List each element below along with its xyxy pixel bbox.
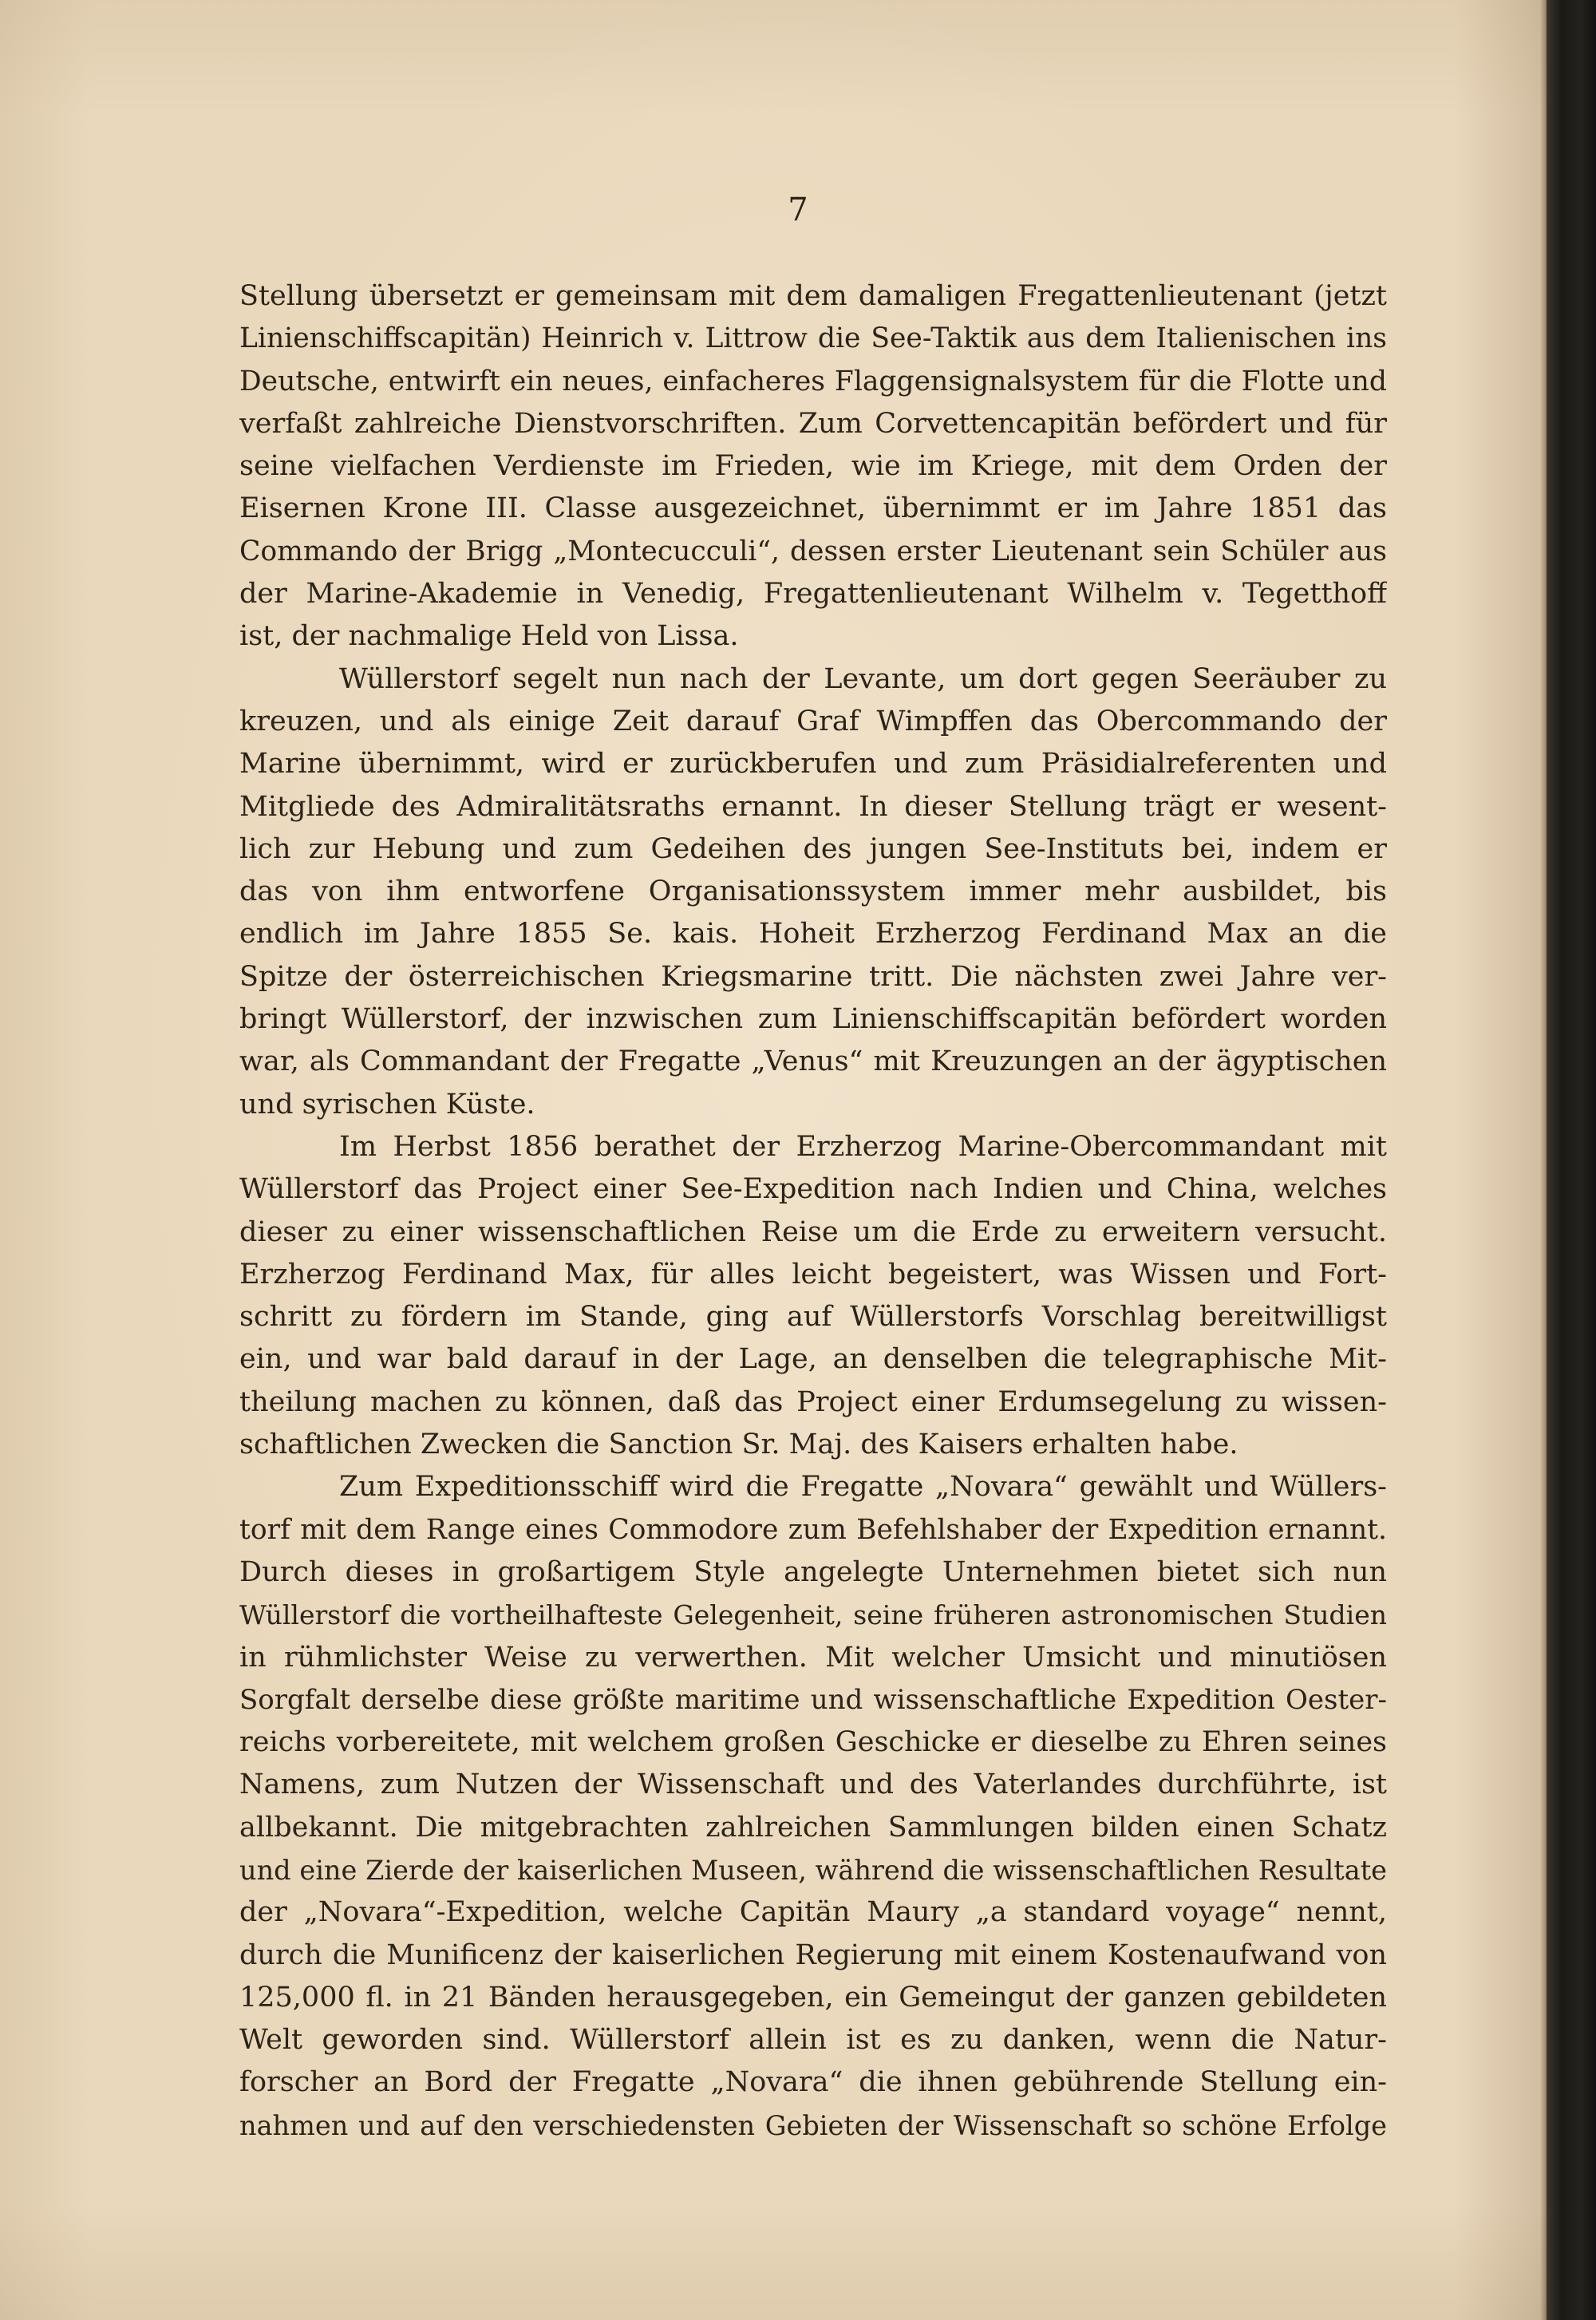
text-line: Linienschiffscapitän) Heinrich v. Littrow die See-Taktik aus dem Italienischen ins (239, 322, 1387, 355)
text-line: Welt geworden sind. Wüllerstorf allein ist es zu danken, wenn die Natur- (239, 2024, 1387, 2057)
text-line: nahmen und auf den verschiedensten Gebieten der Wissenschaft so schöne Erfolge (239, 2109, 1387, 2141)
text-line: Wüllerstorf das Project einer See-Expedition nach Indien und China, welches (239, 1173, 1387, 1206)
text-line: Spitze der österreichischen Kriegsmarine tritt. Die nächsten zwei Jahre ver- (239, 960, 1387, 993)
text-line: war, als Commandant der Fregatte „Venus“ mit Kreuzungen an der ägyptischen (239, 1045, 1387, 1078)
text-line: Zum Expeditionsschiff wird die Fregatte „Novara“ gewählt und Wüllers- (339, 1471, 1387, 1504)
text-line: 125,000 fl. in 21 Bänden herausgegeben, ein Gemeingut der ganzen gebildeten (239, 1981, 1387, 2014)
text-line: endlich im Jahre 1855 Se. kais. Hoheit Erzherzog Ferdinand Max an die (239, 918, 1387, 951)
text-line: Im Herbst 1856 berathet der Erzherzog Marine-Obercommandant mit (339, 1130, 1387, 1163)
book-binding (1547, 0, 1596, 2320)
text-line: lich zur Hebung und zum Gedeihen des jungen See-Instituts bei, indem er (239, 832, 1387, 865)
text-line: Stellung übersetzt er gemeinsam mit dem damaligen Fregattenlieutenant (jetzt (239, 280, 1387, 312)
text-line: Durch dieses in großartigem Style angelegte Unternehmen bietet sich nun (239, 1555, 1387, 1588)
text-line: schritt zu fördern im Stande, ging auf Wüllerstorfs Vorschlag bereitwilligst (239, 1301, 1387, 1334)
text-line: kreuzen, und als einige Zeit darauf Graf Wimpffen das Obercommando der (239, 705, 1387, 737)
text-line: forscher an Bord der Fregatte „Novara“ die ihnen gebührende Stellung ein- (239, 2066, 1387, 2099)
text-line: Wüllerstorf segelt nun nach der Levante, um dort gegen Seeräuber zu (339, 662, 1387, 695)
text-line: und eine Zierde der kaiserlichen Museen, während die wissenschaftlichen Resultate (239, 1854, 1387, 1886)
text-line: Deutsche, entwirft ein neues, einfacheres Flaggensignalsystem für die Flotte und (239, 365, 1387, 397)
text-line: der „Novara“-Expedition, welche Capitän Maury „a standard voyage“ nennt, (239, 1896, 1387, 1929)
text-line: torf mit dem Range eines Commodore zum Befehlshaber der Expedition ernannt. (239, 1513, 1387, 1546)
text-line: reichs vorbereitete, mit welchem großen Geschicke er dieselbe zu Ehren seines (239, 1726, 1387, 1759)
text-line: seine vielfachen Verdienste im Frieden, wie im Kriege, mit dem Orden der (239, 450, 1387, 483)
text-line: ist, der nachmalige Held von Lissa. (239, 620, 739, 653)
text-line: schaftlichen Zwecken die Sanction Sr. Maj. des Kaisers erhalten habe. (239, 1429, 1238, 1461)
text-line: das von ihm entworfene Organisationssystem immer mehr ausbildet, bis (239, 875, 1387, 908)
text-line: verfaßt zahlreiche Dienstvorschriften. Zum Corvettencapitän befördert und für (239, 407, 1387, 440)
text-line: in rühmlichster Weise zu verwerthen. Mit welcher Umsicht und minutiösen (239, 1641, 1387, 1674)
text-line: und syrischen Küste. (239, 1088, 535, 1120)
text-line: Sorgfalt derselbe diese größte maritime und wissenschaftliche Expedition Oester- (239, 1683, 1387, 1716)
text-line: theilung machen zu können, daß das Project einer Erdumsegelung zu wissen- (239, 1385, 1387, 1418)
page-number: 7 (788, 192, 808, 228)
text-line: Namens, zum Nutzen der Wissenschaft und des Vaterlandes durchführte, ist (239, 1769, 1387, 1801)
text-line: ein, und war bald darauf in der Lage, an denselben die telegraphische Mit- (239, 1343, 1387, 1376)
text-line: dieser zu einer wissenschaftlichen Reise um die Erde zu erweitern versucht. (239, 1215, 1387, 1248)
text-line: Marine übernimmt, wird er zurückberufen und zum Präsidialreferenten und (239, 748, 1387, 781)
text-line: Wüllerstorf die vortheilhafteste Gelegenheit, seine früheren astronomischen Studien (239, 1599, 1387, 1631)
body-text (239, 275, 1387, 2147)
text-line: allbekannt. Die mitgebrachten zahlreichen Sammlungen bilden einen Schatz (239, 1811, 1387, 1844)
text-line: durch die Munificenz der kaiserlichen Regierung mit einem Kostenaufwand von (239, 1939, 1387, 1971)
text-line: Erzherzog Ferdinand Max, für alles leicht begeistert, was Wissen und Fort- (239, 1258, 1387, 1290)
text-line: Mitgliede des Admiralitätsraths ernannt. In dieser Stellung trägt er wesent- (239, 790, 1387, 823)
text-line: bringt Wüllerstorf, der inzwischen zum Linienschiffscapitän befördert worden (239, 1003, 1387, 1036)
text-line: Eisernen Krone III. Classe ausgezeichnet, übernimmt er im Jahre 1851 das (239, 492, 1387, 525)
text-line: Commando der Brigg „Montecucculi“, dessen erster Lieutenant sein Schüler aus (239, 535, 1387, 567)
text-line: der Marine-Akademie in Venedig, Fregattenlieutenant Wilhelm v. Tegetthoff (239, 578, 1387, 611)
